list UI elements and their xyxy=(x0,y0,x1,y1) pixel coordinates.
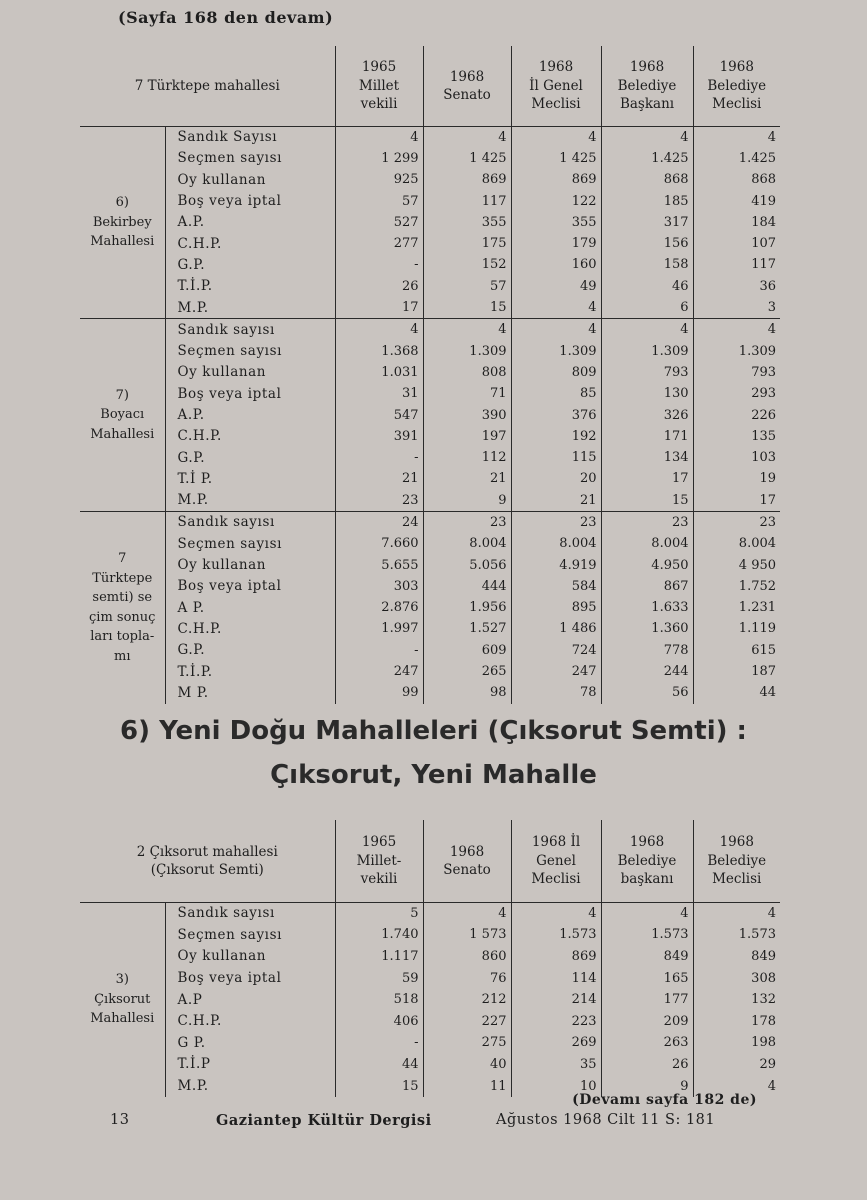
table-cell-value: 98 xyxy=(423,682,511,703)
row-label: C.H.P. xyxy=(177,428,222,445)
table-column-header: 1968 Belediye başkanı xyxy=(601,820,693,902)
table-row xyxy=(80,576,780,597)
row-label: Seçmen sayısı xyxy=(177,150,283,167)
table-row xyxy=(80,511,780,533)
table-row xyxy=(80,967,780,989)
table-cell-value: 303 xyxy=(335,576,423,597)
table-cell-value: 293 xyxy=(693,383,780,404)
table-cell-value: 46 xyxy=(601,276,693,297)
table-column-header: 1968 Senato xyxy=(423,46,511,126)
section-heading-line1: 6) Yeni Doğu Mahalleleri (Çıksorut Semti) : xyxy=(120,716,747,746)
table-row xyxy=(80,597,780,618)
table-cell-value: 179 xyxy=(511,233,601,254)
table-cell-value: 134 xyxy=(601,447,693,468)
row-label: A.P. xyxy=(177,214,205,231)
row-label: Boş veya iptal xyxy=(177,385,282,402)
table-cell-value: 868 xyxy=(693,169,780,190)
row-label: Sandık sayısı xyxy=(165,319,335,341)
table-cell-value: 17 xyxy=(693,490,780,512)
table-cell-value: 56 xyxy=(601,682,693,703)
table-row xyxy=(80,447,780,468)
table-cell-value: 76 xyxy=(423,967,511,989)
table-cell-value: 308 xyxy=(693,967,780,989)
table-cell-value: 809 xyxy=(511,362,601,383)
table-cell-value: 40 xyxy=(423,1054,511,1076)
table-cell-value: 171 xyxy=(601,426,693,447)
table-cell-value: 122 xyxy=(511,190,601,211)
table-cell-value: 419 xyxy=(693,190,780,211)
table-cell-value: 44 xyxy=(693,682,780,703)
row-label: Oy kullanan xyxy=(177,948,267,965)
table-area-header: 7 Türktepe mahallesi xyxy=(80,46,335,126)
table-cell-value: 4 xyxy=(423,319,511,341)
table-cell-value: 869 xyxy=(511,169,601,190)
table-cell-value: 185 xyxy=(601,190,693,211)
table-cell-value: 4 xyxy=(693,126,780,148)
table-cell-value: 869 xyxy=(511,946,601,968)
table-cell-value: 2.876 xyxy=(335,597,423,618)
table-cell-value: 527 xyxy=(335,212,423,233)
row-label: Boş veya iptal xyxy=(177,970,282,987)
table-column-header: 1965 Millet- vekili xyxy=(335,820,423,902)
table-row xyxy=(80,126,780,148)
table-row xyxy=(80,554,780,575)
table-column-header: 1968 İl Genel Meclisi xyxy=(511,46,601,126)
row-label: Sandık Sayısı xyxy=(165,126,335,148)
table-cell-value: 444 xyxy=(423,576,511,597)
row-label: A.P xyxy=(177,991,203,1008)
table-cell-value: 17 xyxy=(335,297,423,319)
table-cell-value: 49 xyxy=(511,276,601,297)
table-cell-value: 849 xyxy=(693,946,780,968)
row-label: M.P. xyxy=(177,492,209,509)
table-row xyxy=(80,1054,780,1076)
district-name: 7) Boyacı Mahallesi xyxy=(80,319,165,512)
table-cell-value: 212 xyxy=(423,989,511,1011)
table-cell-value: 391 xyxy=(335,426,423,447)
table-cell-value: 895 xyxy=(511,597,601,618)
table-cell-value: 59 xyxy=(335,967,423,989)
table-cell-value: 724 xyxy=(511,640,601,661)
table-row xyxy=(80,490,780,512)
table-cell-value: 20 xyxy=(511,468,601,489)
table-cell-value: 10 xyxy=(511,1075,601,1097)
table-cell-value: 23 xyxy=(601,511,693,533)
table-cell-value: 23 xyxy=(335,490,423,512)
table-cell-value: 609 xyxy=(423,640,511,661)
table-cell-value: 5.655 xyxy=(335,554,423,575)
row-label: M.P. xyxy=(177,299,209,316)
table-cell-value: 130 xyxy=(601,383,693,404)
district-name: 3) Çıksorut Mahallesi xyxy=(80,902,165,1097)
table-cell-value: 24 xyxy=(335,511,423,533)
table-cell-value: 1.425 xyxy=(693,148,780,169)
row-label: Sandık sayısı xyxy=(165,511,335,533)
table-row xyxy=(80,1032,780,1054)
table-cell-value: 355 xyxy=(423,212,511,233)
row-label: T.İ.P xyxy=(177,1056,211,1073)
table-cell-value: 867 xyxy=(601,576,693,597)
table-cell-value: 115 xyxy=(511,447,601,468)
table-cell-value: 23 xyxy=(693,511,780,533)
table-cell-value: 178 xyxy=(693,1010,780,1032)
district-name: 6) Bekirbey Mahallesi xyxy=(80,126,165,319)
table-cell-value: 4 xyxy=(693,319,780,341)
table-cell-value: 265 xyxy=(423,661,511,682)
table-row xyxy=(80,640,780,661)
table-cell-value: 4 xyxy=(511,297,601,319)
row-label: M.P. xyxy=(177,1078,209,1095)
table-column-header: 1968 İl Genel Meclisi xyxy=(511,820,601,902)
table-cell-value: 21 xyxy=(335,468,423,489)
table-cell-value: 1.740 xyxy=(335,924,423,946)
table-cell-value: 247 xyxy=(335,661,423,682)
table-cell-value: 177 xyxy=(601,989,693,1011)
table-cell-value: 112 xyxy=(423,447,511,468)
table-cell-value: 376 xyxy=(511,404,601,425)
table-cell-value: 187 xyxy=(693,661,780,682)
row-label: Oy kullanan xyxy=(177,171,267,188)
row-label: G.P. xyxy=(177,642,206,659)
table-cell-value: 925 xyxy=(335,169,423,190)
table-cell-value: 860 xyxy=(423,946,511,968)
table-cell-value: 1.997 xyxy=(335,618,423,639)
table-row xyxy=(80,682,780,703)
table-row xyxy=(80,148,780,169)
table-cell-value: 1.309 xyxy=(511,340,601,361)
table-cell-value: 1.360 xyxy=(601,618,693,639)
table-cell-value: 107 xyxy=(693,233,780,254)
table-cell-value: 4 xyxy=(511,126,601,148)
table-cell-value: 6 xyxy=(601,297,693,319)
table-cell-value: 317 xyxy=(601,212,693,233)
table-cell-value: 778 xyxy=(601,640,693,661)
table-row xyxy=(80,276,780,297)
table-cell-value: 23 xyxy=(511,511,601,533)
table-column-header: 1968 Belediye Başkanı xyxy=(601,46,693,126)
table-cell-value: 4.950 xyxy=(601,554,693,575)
row-label: G P. xyxy=(177,1034,206,1051)
row-label: C.H.P. xyxy=(177,620,222,637)
table-cell-value: 8.004 xyxy=(511,533,601,554)
table-cell-value: 57 xyxy=(335,190,423,211)
table-cell-value: 209 xyxy=(601,1010,693,1032)
table-cell-value: 5 xyxy=(335,902,423,924)
table-row xyxy=(80,468,780,489)
table-cell-value: 277 xyxy=(335,233,423,254)
table-cell-value: 9 xyxy=(601,1075,693,1097)
table-cell-value: 29 xyxy=(693,1054,780,1076)
table-cell-value: 1.527 xyxy=(423,618,511,639)
table-cell-value: 1.119 xyxy=(693,618,780,639)
table-cell-value: 4 xyxy=(601,319,693,341)
row-label: Oy kullanan xyxy=(177,557,267,574)
row-label: T.İ.P. xyxy=(177,663,213,680)
table-cell-value: 103 xyxy=(693,447,780,468)
table-cell-value: 44 xyxy=(335,1054,423,1076)
table-cell-value: 247 xyxy=(511,661,601,682)
table-cell-value: 4 xyxy=(601,902,693,924)
table-cell-value: 165 xyxy=(601,967,693,989)
table-cell-value: 9 xyxy=(423,490,511,512)
table-cell-value: 117 xyxy=(423,190,511,211)
table-cell-value: 263 xyxy=(601,1032,693,1054)
table-row xyxy=(80,1010,780,1032)
table-cell-value: 4 xyxy=(511,319,601,341)
table-row xyxy=(80,340,780,361)
continued-from-note: (Sayfa 168 den devam) xyxy=(118,8,334,27)
table-cell-value: 4.919 xyxy=(511,554,601,575)
table-column-header: 1968 Senato xyxy=(423,820,511,902)
table-cell-value: 35 xyxy=(511,1054,601,1076)
table-cell-value: 1.309 xyxy=(693,340,780,361)
table-cell-value: 4 xyxy=(423,126,511,148)
table-cell-value: 4 xyxy=(693,1075,780,1097)
table-cell-value: 156 xyxy=(601,233,693,254)
table-cell-value: 23 xyxy=(423,511,511,533)
table-column-header: 1965 Millet vekili xyxy=(335,46,423,126)
table-row xyxy=(80,946,780,968)
table-cell-value: 355 xyxy=(511,212,601,233)
table-cell-value: 197 xyxy=(423,426,511,447)
table-cell-value: 390 xyxy=(423,404,511,425)
table-cell-value: - xyxy=(335,447,423,468)
table-cell-value: 99 xyxy=(335,682,423,703)
journal-title: Gaziantep Kültür Dergisi xyxy=(216,1112,432,1129)
table-row xyxy=(80,254,780,275)
table-row xyxy=(80,233,780,254)
table-cell-value: 184 xyxy=(693,212,780,233)
table-cell-value: 244 xyxy=(601,661,693,682)
table-row xyxy=(80,169,780,190)
table-cell-value: 152 xyxy=(423,254,511,275)
row-label: Boş veya iptal xyxy=(177,193,282,210)
table-cell-value: 19 xyxy=(693,468,780,489)
table-cell-value: 114 xyxy=(511,967,601,989)
table-row xyxy=(80,297,780,319)
row-label: Boş veya iptal xyxy=(177,578,282,595)
table-cell-value: 160 xyxy=(511,254,601,275)
table-row xyxy=(80,212,780,233)
row-label: Sandık sayısı xyxy=(165,902,335,924)
table-row xyxy=(80,404,780,425)
table-cell-value: 15 xyxy=(601,490,693,512)
table-cell-value: 4 xyxy=(693,902,780,924)
table-row xyxy=(80,362,780,383)
table-cell-value: 8.004 xyxy=(601,533,693,554)
table-cell-value: 1.031 xyxy=(335,362,423,383)
table-cell-value: 1.309 xyxy=(423,340,511,361)
row-label: A.P. xyxy=(177,407,205,423)
table-cell-value: 518 xyxy=(335,989,423,1011)
table-cell-value: 1.573 xyxy=(693,924,780,946)
table-cell-value: 117 xyxy=(693,254,780,275)
section-heading-line2: Çıksorut, Yeni Mahalle xyxy=(270,760,597,790)
table-cell-value: 17 xyxy=(601,468,693,489)
table-cell-value: 8.004 xyxy=(423,533,511,554)
table-cell-value: 269 xyxy=(511,1032,601,1054)
table-cell-value: 4 xyxy=(335,319,423,341)
table-row xyxy=(80,902,780,924)
table-cell-value: 793 xyxy=(693,362,780,383)
table-cell-value: 11 xyxy=(423,1075,511,1097)
table-cell-value: 4 xyxy=(335,126,423,148)
table-cell-value: 1.956 xyxy=(423,597,511,618)
table-row xyxy=(80,989,780,1011)
table-cell-value: 1 299 xyxy=(335,148,423,169)
row-label: Oy kullanan xyxy=(177,364,267,381)
table-cell-value: 808 xyxy=(423,362,511,383)
table-cell-value: 71 xyxy=(423,383,511,404)
table-cell-value: 4 950 xyxy=(693,554,780,575)
table-row xyxy=(80,383,780,404)
table-cell-value: 227 xyxy=(423,1010,511,1032)
table-cell-value: 868 xyxy=(601,169,693,190)
table-cell-value: 21 xyxy=(423,468,511,489)
table-cell-value: 8.004 xyxy=(693,533,780,554)
table-cell-value: 406 xyxy=(335,1010,423,1032)
table-cell-value: 1.117 xyxy=(335,946,423,968)
table-cell-value: 26 xyxy=(601,1054,693,1076)
table-cell-value: 57 xyxy=(423,276,511,297)
table-cell-value: 198 xyxy=(693,1032,780,1054)
table-cell-value: 1 573 xyxy=(423,924,511,946)
row-label: G.P. xyxy=(177,256,206,273)
table-cell-value: 15 xyxy=(335,1075,423,1097)
table-cell-value: 135 xyxy=(693,426,780,447)
table-cell-value: 869 xyxy=(423,169,511,190)
table-cell-value: 192 xyxy=(511,426,601,447)
table-cell-value: 5.056 xyxy=(423,554,511,575)
table-row xyxy=(80,426,780,447)
table-cell-value: 26 xyxy=(335,276,423,297)
table-row xyxy=(80,319,780,341)
table-cell-value: - xyxy=(335,640,423,661)
table-cell-value: - xyxy=(335,254,423,275)
row-label: Seçmen sayısı xyxy=(177,343,283,360)
table-cell-value: 584 xyxy=(511,576,601,597)
district-name: 7 Türktepe semti) se çim sonuç ları topla- mı xyxy=(80,511,165,703)
row-label: C.H.P. xyxy=(177,1013,222,1030)
table-cell-value: 36 xyxy=(693,276,780,297)
table-cell-value: 78 xyxy=(511,682,601,703)
election-results-table-turktepe xyxy=(80,46,780,704)
continued-to-note: (Devamı sayfa 182 de) xyxy=(572,1092,757,1108)
table-cell-value: 7.660 xyxy=(335,533,423,554)
table-cell-value: - xyxy=(335,1032,423,1054)
table-cell-value: 3 xyxy=(693,297,780,319)
table-cell-value: 214 xyxy=(511,989,601,1011)
table-cell-value: 326 xyxy=(601,404,693,425)
table-cell-value: 85 xyxy=(511,383,601,404)
table-row xyxy=(80,190,780,211)
table-cell-value: 1.368 xyxy=(335,340,423,361)
row-label: M P. xyxy=(177,684,209,701)
table-cell-value: 223 xyxy=(511,1010,601,1032)
table-cell-value: 226 xyxy=(693,404,780,425)
table-cell-value: 1 486 xyxy=(511,618,601,639)
table-cell-value: 1.573 xyxy=(511,924,601,946)
table-row xyxy=(80,618,780,639)
table-cell-value: 1.231 xyxy=(693,597,780,618)
table-cell-value: 4 xyxy=(511,902,601,924)
table-cell-value: 158 xyxy=(601,254,693,275)
table-cell-value: 31 xyxy=(335,383,423,404)
table-column-header: 1968 Belediye Meclisi xyxy=(693,46,780,126)
table-cell-value: 1.633 xyxy=(601,597,693,618)
table-cell-value: 21 xyxy=(511,490,601,512)
page-number: 13 xyxy=(110,1112,130,1128)
table-cell-value: 547 xyxy=(335,404,423,425)
table-cell-value: 1.573 xyxy=(601,924,693,946)
table-cell-value: 132 xyxy=(693,989,780,1011)
row-label: T.İ.P. xyxy=(177,278,213,295)
table-row xyxy=(80,661,780,682)
row-label: Seçmen sayısı xyxy=(177,926,283,943)
table-cell-value: 1 425 xyxy=(423,148,511,169)
table-row xyxy=(80,924,780,946)
table-column-header: 1968 Belediye Meclisi xyxy=(693,820,780,902)
table-cell-value: 1 425 xyxy=(511,148,601,169)
row-label: G.P. xyxy=(177,449,206,466)
table-cell-value: 615 xyxy=(693,640,780,661)
table-cell-value: 1.425 xyxy=(601,148,693,169)
table-cell-value: 849 xyxy=(601,946,693,968)
issue-info: Ağustos 1968 Cilt 11 S: 181 xyxy=(496,1112,716,1128)
row-label: Seçmen sayısı xyxy=(177,535,283,552)
table-cell-value: 4 xyxy=(423,902,511,924)
table-cell-value: 4 xyxy=(601,126,693,148)
table-row xyxy=(80,533,780,554)
row-label: T.İ P. xyxy=(177,470,213,487)
table-cell-value: 15 xyxy=(423,297,511,319)
table-area-header: 2 Çıksorut mahallesi (Çıksorut Semti) xyxy=(80,820,335,902)
table-cell-value: 275 xyxy=(423,1032,511,1054)
row-label: C.H.P. xyxy=(177,235,222,252)
table-cell-value: 1.752 xyxy=(693,576,780,597)
table-cell-value: 793 xyxy=(601,362,693,383)
election-results-table-ciksorut xyxy=(80,820,780,1097)
table-cell-value: 1.309 xyxy=(601,340,693,361)
row-label: A P. xyxy=(177,599,205,616)
table-cell-value: 175 xyxy=(423,233,511,254)
